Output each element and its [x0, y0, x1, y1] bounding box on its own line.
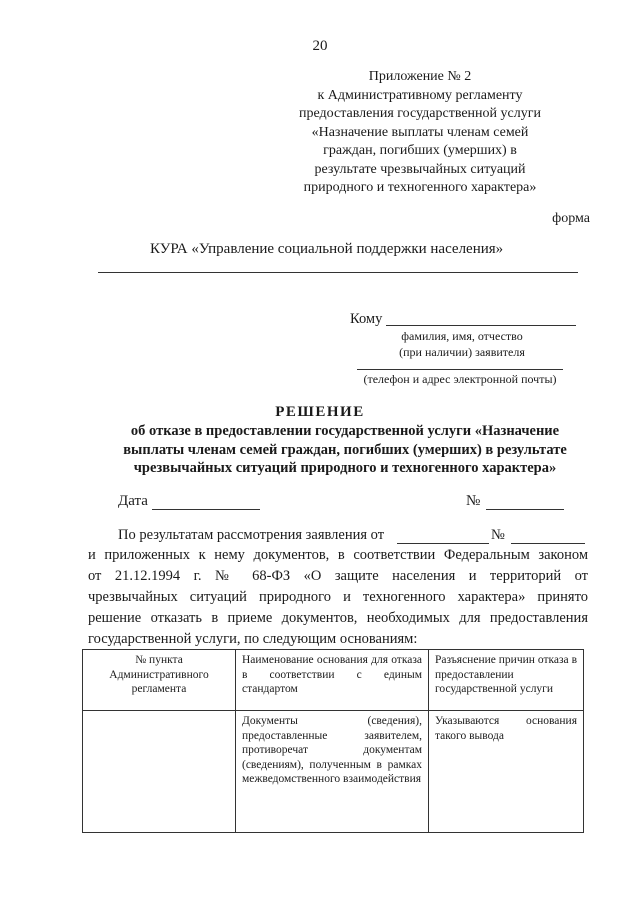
table-cell: Документы (сведения), предоставленные заявителем, противоречат документам (сведениям), полученным в рамках межведомственного взаимодействия — [236, 711, 429, 833]
recipient-name-field[interactable] — [386, 325, 576, 326]
recipient-hint-line: (при наличии) заявителя — [399, 345, 525, 359]
table-row — [83, 711, 584, 833]
body-line: и приложенных к нему документов, в соответствии Федеральным законом — [88, 547, 588, 563]
body-line: государственной услуги, по следующим основаниям: — [88, 631, 418, 647]
organization-name: КУРА «Управление социальной поддержки населения» — [150, 241, 504, 257]
appendix-title: Приложение № 2 — [368, 69, 472, 84]
date-label: Дата — [118, 493, 148, 509]
number-label: № — [466, 493, 481, 509]
decision-subtitle — [100, 422, 590, 478]
application-number-label: № — [491, 527, 505, 543]
appendix-header — [270, 68, 570, 198]
contact-hint: (телефон и адрес электронной почты) — [363, 372, 557, 386]
appendix-line: природного и техногенного характера» — [303, 180, 537, 195]
table-cell: Указываются основания такого вывода — [429, 711, 584, 833]
body-line: чрезвычайных ситуаций природного и техногенного характера» принято — [88, 589, 588, 605]
appendix-line: «Назначение выплаты членам семей — [311, 124, 529, 140]
appendix-line: результате чрезвычайных ситуаций — [314, 161, 526, 177]
application-date-field[interactable] — [397, 543, 489, 544]
body-line: от 21.12.1994 г. № 68-ФЗ «О защите населения и территорий от — [88, 568, 588, 584]
appendix-line: к Административному регламенту — [317, 87, 523, 103]
form-label: форма — [552, 211, 590, 226]
body-line: По результатам рассмотрения заявления от — [118, 527, 385, 543]
decision-subtitle-line: об отказе в предоставлении государственной услуги «Назначение — [130, 423, 560, 439]
decision-subtitle-line: чрезвычайных ситуаций природного и техногенного характера» — [133, 460, 557, 476]
table-header-cell: № пункта Административного регламента — [83, 650, 236, 711]
body-line: решение отказать в приеме документов, необходимых для предоставления — [88, 610, 588, 626]
recipient-hint — [372, 328, 552, 360]
recipient-hint-line: фамилия, имя, отчество — [401, 329, 523, 343]
appendix-line: предоставления государственной услуги — [299, 106, 541, 121]
table-header-row — [83, 650, 584, 711]
decision-title: РЕШЕНИЕ — [275, 404, 365, 420]
number-field[interactable] — [486, 509, 564, 510]
date-field[interactable] — [152, 509, 260, 510]
recipient-label: Кому — [350, 311, 383, 327]
decision-subtitle-line: выплаты членам семей граждан, погибших (умерших) в результате — [123, 441, 567, 458]
table-cell — [83, 711, 236, 833]
refusal-reasons-table — [82, 649, 584, 833]
page-number: 20 — [312, 38, 328, 54]
table-header-cell: Разъяснение причин отказа в предоставлении государственной услуги — [429, 650, 584, 711]
appendix-line: граждан, погибших (умерших) в — [323, 143, 517, 158]
organization-underline — [98, 272, 578, 273]
application-number-field[interactable] — [511, 543, 585, 544]
recipient-contact-field[interactable] — [357, 369, 563, 370]
table-header-cell: Наименование основания для отказа в соответствии с единым стандартом — [236, 650, 429, 711]
